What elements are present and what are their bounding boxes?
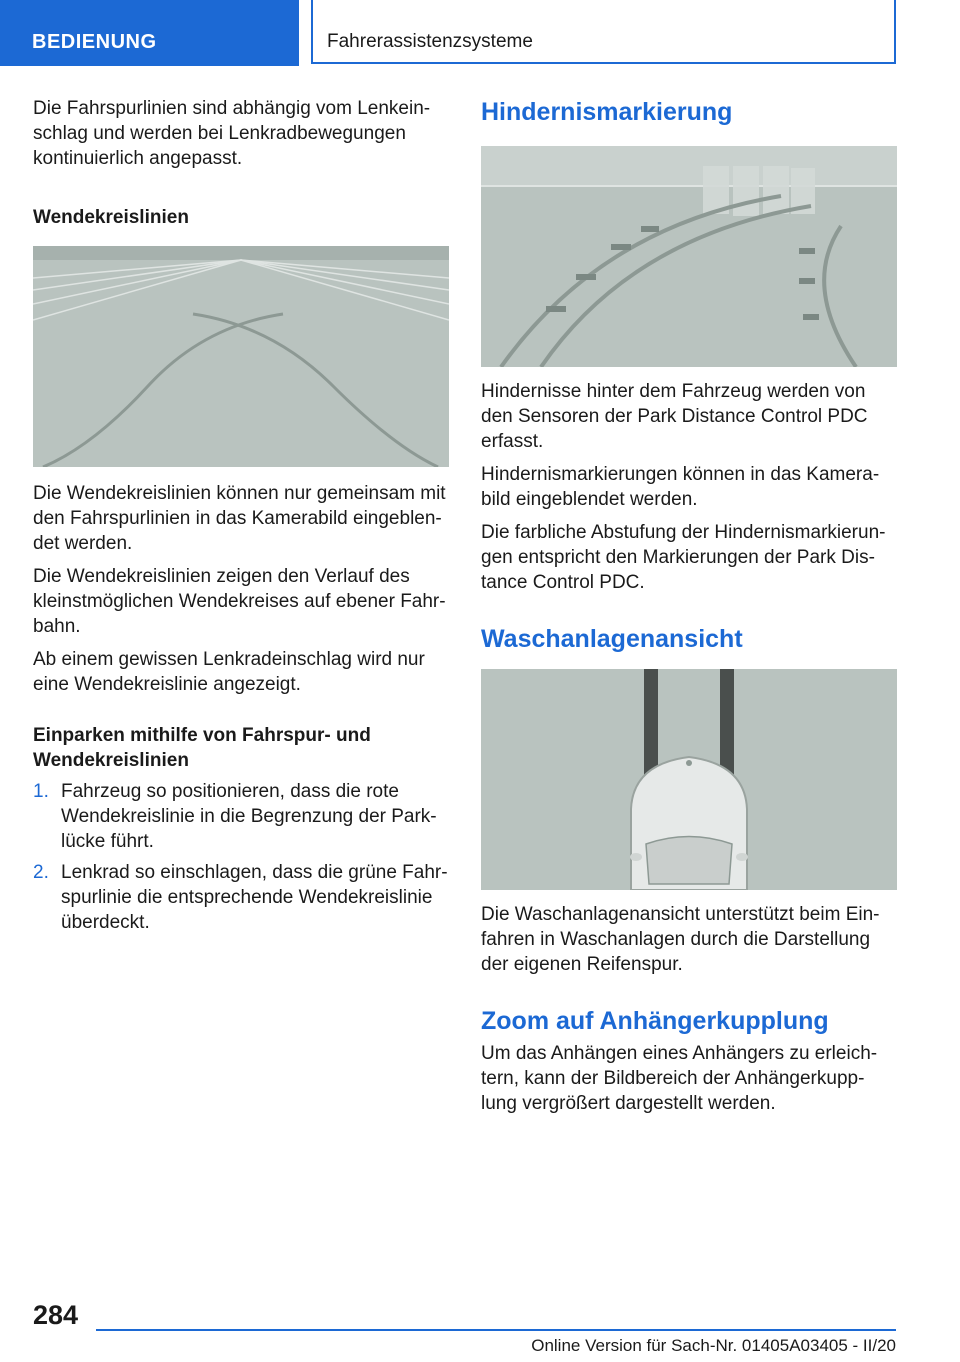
section-tab: BEDIENUNG [0,0,299,66]
hindernis-paragraph-3: Die farbliche Abstufung der Hindernismarkierun-gen entspricht den Markierungen der Park Dis-tance Control PDC. [481,522,886,593]
page-header [0,0,960,66]
einparken-heading: Einparken mithilfe von Fahrspur- und Wendekreislinien [33,725,371,771]
step-text: Fahrzeug so positionieren, dass die rote Wendekreislinie in die Begrenzung der Park-lücke führt. [61,781,437,852]
zoom-title: Zoom auf Anhängerkupplung [481,1007,829,1035]
hindernis-paragraph-1: Hindernisse hinter dem Fahrzeug werden von den Sensoren der Park Distance Control PDC erfasst. [481,381,868,452]
step-item [33,779,449,854]
left-column [33,96,449,941]
step-item [33,860,449,935]
right-column [481,96,897,1124]
hindernis-figure [481,146,897,367]
einparken-steps [33,779,449,935]
hindernis-paragraph-2: Hindernismarkierungen können in das Kamera-bild eingeblendet werden. [481,464,880,510]
footer-divider [96,1329,896,1331]
intro-paragraph: Die Fahrspurlinien sind abhängig vom Lenkein-schlag und werden bei Lenkradbewegungen kontinuierlich angepasst. [33,98,431,169]
wendekreis-paragraph-1: Die Wendekreislinien können nur gemeinsam mit den Fahrspurlinien in das Kamerabild eingeblen-det werden. [33,483,446,554]
online-version-note: Online Version für Sach-Nr. 01405A03405 - II/20 [531,1336,896,1355]
zoom-paragraph: Um das Anhängen eines Anhängers zu erleich-tern, kann der Bildbereich der Anhängerkupp-lung vergrößert dargestellt werden. [481,1043,878,1114]
wendekreis-paragraph-2: Die Wendekreislinien zeigen den Verlauf des kleinstmöglichen Wendekreises auf ebener Fahr-bahn. [33,566,446,637]
wasch-paragraph: Die Waschanlagenansicht unterstützt beim Ein-fahren in Waschanlagen durch die Darstellung der eigenen Reifenspur. [481,904,880,975]
chapter-title: Fahrerassistenzsysteme [311,0,896,64]
step-number: 1. [33,781,49,802]
wendekreis-figure [33,246,449,467]
page-number: 284 [33,1300,79,1330]
wasch-title: Waschanlagenansicht [481,625,743,653]
wendekreis-paragraph-3: Ab einem gewissen Lenkradeinschlag wird nur eine Wendekreislinie angezeigt. [33,649,425,695]
hindernis-title: Hindernismarkierung [481,98,733,126]
wendekreis-heading: Wendekreislinien [33,207,189,228]
step-number: 2. [33,862,49,883]
wasch-figure [481,669,897,890]
step-text: Lenkrad so einschlagen, dass die grüne Fahr-spurlinie die entsprechende Wendekreislinie überdeckt. [61,862,448,933]
